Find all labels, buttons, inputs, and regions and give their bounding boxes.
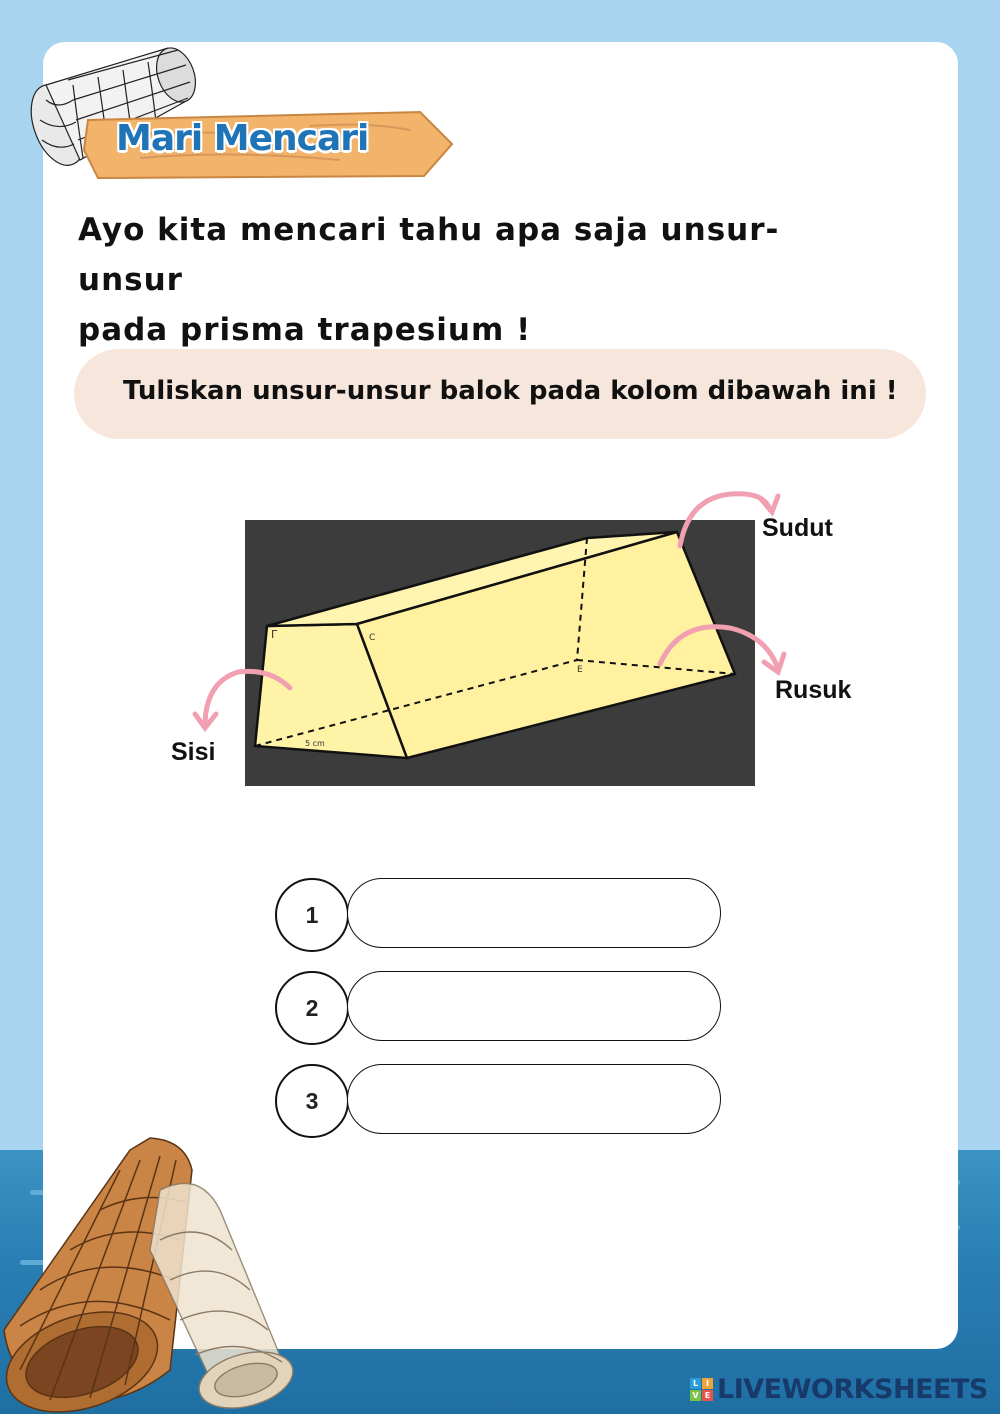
instruction-text: Tuliskan unsur-unsur balok pada kolom dibawah ini ! [123, 376, 898, 406]
liveworksheets-brand [690, 1374, 988, 1405]
answer-input-2[interactable] [347, 971, 721, 1041]
mark-e: E [577, 665, 583, 675]
answer-input-1[interactable] [347, 878, 721, 948]
intro-line-1: Ayo kita mencari tahu apa saja unsur-unsur [78, 212, 780, 298]
svg-text:Γ: Γ [271, 628, 278, 641]
fish-trap-bottom-icon [0, 1130, 310, 1414]
mark-5cm: 5 cm [305, 739, 325, 748]
answer-number-2: 2 [275, 971, 349, 1045]
intro-line-2: pada prisma trapesium ! [78, 312, 532, 348]
mark-c: C [369, 633, 376, 643]
label-sudut: Sudut [762, 514, 833, 542]
label-sisi: Sisi [171, 738, 216, 766]
liveworksheets-logo-icon: L I V E [690, 1378, 713, 1401]
brand-name: LIVEWORKSHEETS [717, 1374, 988, 1405]
answer-row-2 [275, 971, 725, 1045]
answer-row-1 [275, 878, 725, 952]
answer-number-1: 1 [275, 878, 349, 952]
label-rusuk: Rusuk [775, 676, 852, 704]
answer-row-3 [275, 1064, 725, 1138]
answer-number-3: 3 [275, 1064, 349, 1138]
answer-input-3[interactable] [347, 1064, 721, 1134]
page-title: Mari Mencari [116, 118, 369, 159]
